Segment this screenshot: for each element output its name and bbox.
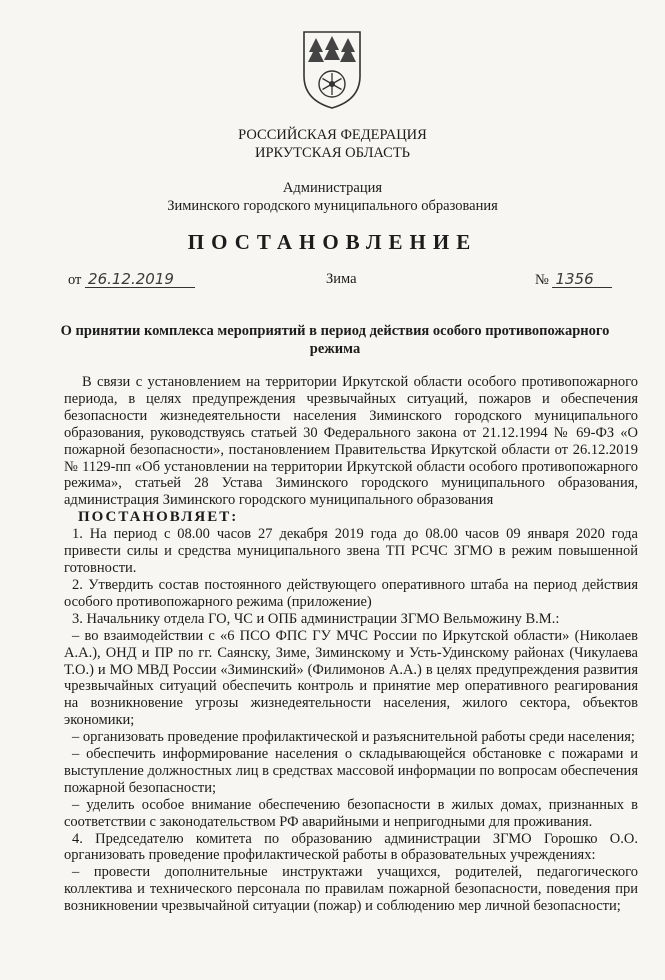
item-3-subitem-3: – обеспечить информирование населения о складывающейся обстановке с пожарами и выступление должностных лиц в средствах массовой информации по вопросам обеспечения пожарной безопасности; — [64, 746, 638, 796]
item-1-paragraph: 1. На период с 08.00 часов 27 декабря 2019 года до 08.00 часов 09 января 2020 года привести силы и средства муниципального звена ТП РСЧС ЗГМО в режим повышенной готовности. — [64, 526, 638, 577]
zima-coat-of-arms-icon — [300, 28, 364, 112]
header-region: ИРКУТСКАЯ ОБЛАСТЬ — [254, 145, 411, 161]
item-3-subitem-4: – уделить особое внимание обеспечению безопасности в жилых домах, признанных в соответствии с законодательством РФ аварийными и непригодными для проживания. — [64, 796, 638, 830]
decree-heading: ПОСТАНОВЛЯЕТ: — [78, 509, 239, 526]
document-subject — [30, 322, 640, 358]
date-field — [68, 271, 195, 289]
number-prefix: № — [535, 272, 549, 288]
number-field — [535, 271, 612, 289]
date-value: 26.12.2019 — [85, 271, 195, 288]
item-4-subitem-1: – провести дополнительные инструктажи учащихся, родителей, педагогического коллектива и технического персонала по правилам пожарной безопасности, поведения при возникновении чрезвычайной ситуации (пожар) и соблюдению мер личной безопасности; — [64, 864, 638, 915]
item-3-subitem-2: – организовать проведение профилактической и разъяснительной работы среди населения; — [72, 729, 635, 746]
item-2-paragraph: 2. Утвердить состав постоянного действующего оперативного штаба на период действия особого противопожарного режима (приложение) — [64, 576, 638, 610]
header-admin-line1: Администрация — [282, 180, 383, 196]
subject-line-1: О принятии комплекса мероприятий в период действия особого противопожарного — [60, 323, 610, 339]
number-value: 1356 — [552, 271, 612, 288]
header-country: РОССИЙСКАЯ ФЕДЕРАЦИЯ — [238, 127, 427, 143]
header-admin-line2: Зиминского городского муниципального образования — [167, 198, 498, 214]
city-label: Зима — [326, 271, 357, 287]
item-4-paragraph: 4. Председателю комитета по образованию администрации ЗГМО Горошко О.О. организовать проведение профилактической работы в образовательных учреждениях: — [64, 830, 638, 864]
date-prefix: от — [68, 272, 82, 288]
document-title: ПОСТАНОВЛЕНИЕ — [187, 230, 478, 254]
item-3-paragraph: 3. Начальнику отдела ГО, ЧС и ОПБ администрации ЗГМО Вельможину В.М.: — [72, 610, 560, 627]
preamble-paragraph: В связи с установлением на территории Иркутской области особого противопожарного периода, в целях предупреждения чрезвычайных ситуаций, пожаров и обеспечения безопасности жизнедеятельности населения Зиминского городского муниципального образования, руководствуясь статьей 30 Федерального закона от 21.12.1994 № 69-ФЗ «О пожарной безопасности», постановлением Правительства Иркутской области от 26.12.2019 № 1129-пп «Об установлении на территории Иркутской области особого противопожарного режима», статьей 28 Устава Зиминского городского муниципального образования, администрация Зиминского городского муниципального образования — [64, 374, 638, 509]
document-body — [64, 374, 638, 915]
item-3-subitem-1: – во взаимодействии с «6 ПСО ФПС ГУ МЧС России по Иркутской области» (Николаев А.А.), ОНД и ПР по гг. Саянску, Зиме, Зиминскому и Усть-Удинскому районах (Чикулаева Т.О.) и МО МВД России «Зиминский» (Филимонов А.А.) в целях предупреждения развития чрезвычайных ситуаций обеспечить контроль и принятие мер оперативного реагирования на возникновение угрозы жизнедеятельности населения, жилого сектора, объектов экономики; — [64, 627, 638, 729]
subject-line-2: режима — [309, 341, 361, 357]
